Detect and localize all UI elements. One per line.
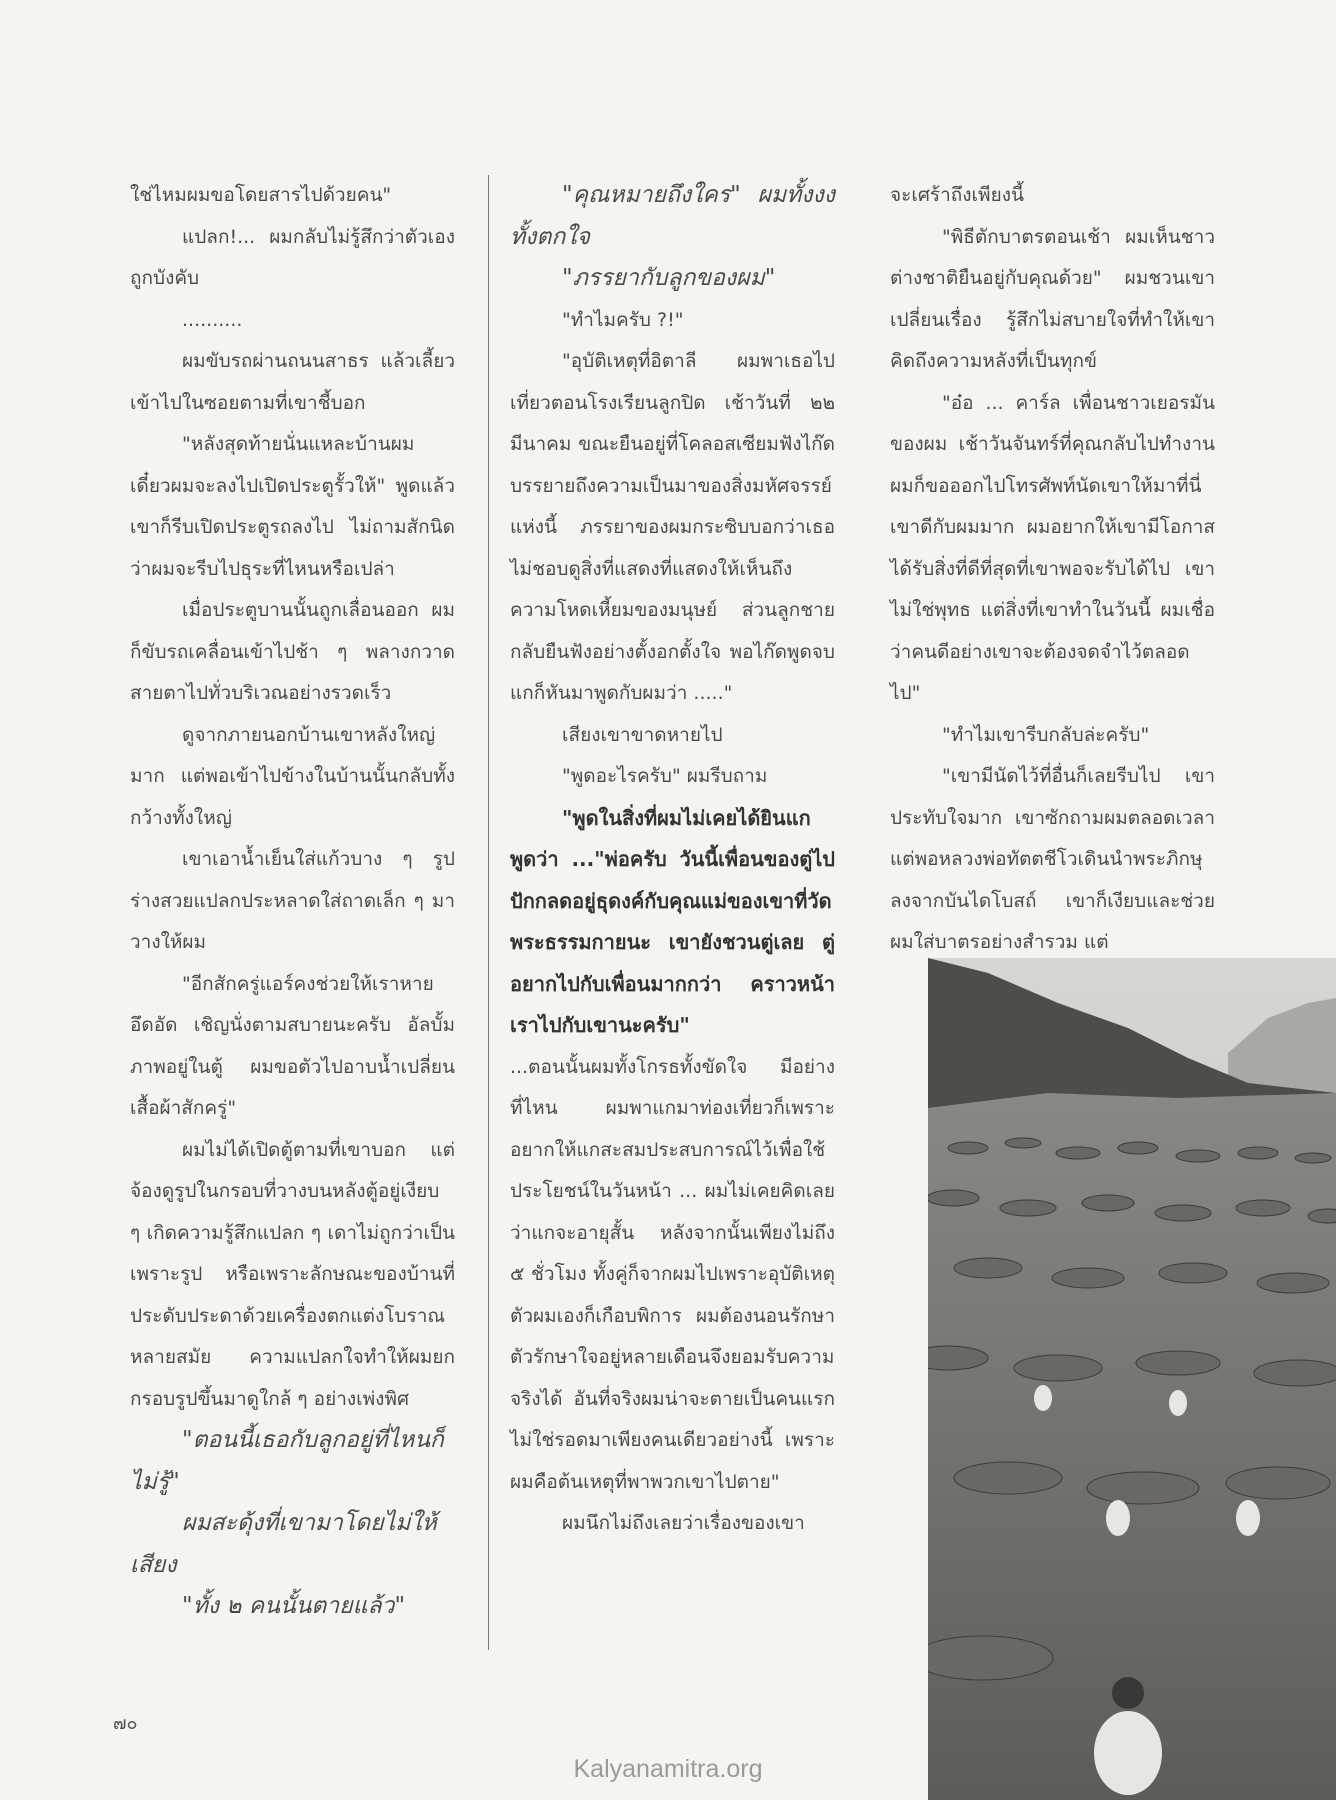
paragraph: เมื่อประตูบานนั้นถูกเลื่อนออก ผมก็ขับรถเคลื่อนเข้าไปช้า ๆ พลางกวาดสายตาไปทั่วบริเวณอย่างรวดเร็ว <box>130 599 455 704</box>
paragraph: แปลก!... ผมกลับไม่รู้สึกว่าตัวเองถูกบังคับ <box>130 225 455 289</box>
paragraph: "พิธีตักบาตรตอนเช้า ผมเห็นชาวต่างชาติยืนอยู่กับคุณด้วย" ผมชวนเขาเปลี่ยนเรื่อง รู้สึกไม่สบายใจที่ทำให้เขาคิดถึงความหลังที่เป็นทุกข์ <box>890 225 1215 372</box>
meditator-head <box>1112 1677 1144 1709</box>
paragraph: เขาเอาน้ำเย็นใส่แก้วบาง ๆ รูปร่างสวยแปลกประหลาดใส่ถาดเล็ก ๆ มาวางให้ผม <box>130 848 455 953</box>
italic-dialogue: "ภรรยากับลูกของผม" <box>562 265 776 291</box>
italic-dialogue: "ตอนนี้เธอกับลูกอยู่ที่ไหนก็ไม่รู้" <box>130 1427 444 1495</box>
paragraph: "ทำไมเขารีบกลับล่ะครับ" <box>942 723 1150 746</box>
footer-watermark: Kalyanamitra.org <box>573 1755 763 1783</box>
column-divider <box>488 175 489 1650</box>
paragraph: จะเศร้าถึงเพียงนี้ <box>890 184 1024 206</box>
paragraph: "ทำไมครับ ?!" <box>562 308 684 331</box>
paragraph: ...ตอนนั้นผมทั้งโกรธทั้งขัดใจ มีอย่างที่ไหน ผมพาแกมาท่องเที่ยวก็เพราะอยากให้แกสะสมประสบการณ์ไว้เพื่อใช้ประโยชน์ในวันหน้า ... ผมไม่เคยคิดเลยว่าแกจะอายุสั้น หลังจากนั้นเพียงไม่ถึง ๕ ชั่วโมง ทั้งคู่ก็จากผมไปเพราะอุบัติเหตุ ตัวผมเองก็เกือบพิการ ผมต้องนอนรักษาตัวรักษาใจอยู่หลายเดือนจึงยอมรับความจริงได้ อันที่จริงผมน่าจะตายเป็นคนแรกไม่ใช่รอดมาเพียงคนเดียวอย่างนี้ เพราะผมคือต้นเหตุที่พาพวกเขาไปตาย" <box>510 1055 835 1493</box>
italic-dialogue: ผมสะดุ้งที่เขามาโดยไม่ให้เสียง <box>130 1510 437 1578</box>
paragraph: เสียงเขาขาดหายไป <box>562 723 723 746</box>
paragraph: "อุบัติเหตุที่อิตาลี ผมพาเธอไปเที่ยวตอนโรงเรียนลูกปิด เช้าวันที่ ๒๒ มีนาคม ขณะยืนอยู่ที่โคลอสเซียมฟังไก๊ดบรรยายถึงความเป็นมาของสิ่งมหัศจรรย์แห่งนี้ ภรรยาของผมกระซิบบอกว่าเธอไม่ชอบดูสิ่งที่แสดงที่แสดงให้เห็นถึงความโหดเหี้ยมของมนุษย์ ส่วนลูกชายกลับยืนฟังอย่างตั้งอกตั้งใจ พอไก๊ดพูดจบแกก็หันมาพูดกับผมว่า ....." <box>510 350 835 704</box>
page-number: ๗๐ <box>113 1713 138 1734</box>
paragraph: ดูจากภายนอกบ้านเขาหลังใหญ่มาก แต่พอเข้าไปข้างในบ้านนั้นกลับทั้งกว้างทั้งใหญ่ <box>130 723 455 829</box>
paragraph: ผมไม่ได้เปิดตู้ตามที่เขาบอก แต่จ้องดูรูปในกรอบที่วางบนหลังตู้อยู่เงียบ ๆ เกิดความรู้สึกแปลก ๆ เดาไม่ถูกว่าเป็นเพราะรูป หรือเพราะลักษณะของบ้านที่ประดับประดาด้วยเครื่องตกแต่งโบราณหลายสมัย ความแปลกใจทำให้ผมยกกรอบรูปขึ้นมาดูใกล้ ๆ อย่างเพ่งพิศ <box>130 1138 455 1410</box>
italic-dialogue: "คุณหมายถึงใคร" ผมทั้งงงทั้งตกใจ <box>510 182 835 250</box>
italic-dialogue: "ทั้ง ๒ คนนั้นตายแล้ว" <box>182 1593 406 1619</box>
paragraph: "พูดอะไรครับ" ผมรีบถาม <box>562 765 768 787</box>
separator-dots: .......... <box>182 308 243 331</box>
text-column-3 <box>890 175 1215 964</box>
paragraph: ใช่ไหมผมขอโดยสารไปด้วยคน" <box>130 184 392 206</box>
paragraph: ผมนึกไม่ถึงเลยว่าเรื่องของเขา <box>562 1512 805 1534</box>
paragraph: "เขามีนัดไว้ที่อื่นก็เลยรีบไป เขาประทับใจมาก เขาซักถามผมตลอดเวลา แต่พอหลวงพ่อทัตตชีโวเดินนำพระภิกษุลงจากบันไดโบสถ์ เขาก็เงียบและช่วยผมใส่บาตรอย่างสำรวม แต่ <box>890 765 1215 953</box>
paragraph: "อ๋อ ... คาร์ล เพื่อนชาวเยอรมันของผม เช้าวันจันทร์ที่คุณกลับไปทำงาน ผมก็ขอออกไปโทรศัพท์นัดเขาให้มาที่นี่ เขาดีกับผมมาก ผมอยากให้เขามีโอกาสได้รับสิ่งที่ดีที่สุดที่เขาพอจะรับได้ไป เขาไม่ใช่พุทธ แต่สิ่งที่เขาทำในวันนี้ ผมเชื่อว่าคนดีอย่างเขาจะต้องจดจำไว้ตลอดไป" <box>890 391 1215 704</box>
text-column-2 <box>510 175 835 1545</box>
bold-quote: "พูดในสิ่งที่ผมไม่เคยได้ยินแกพูดว่า ..."พ่อครับ วันนี้เพื่อนของตู่ไปปักกลดอยู่ธุดงค์กับคุณแม่ของเขาที่วัดพระธรรมกายนะ เขายังชวนตู่เลย ตู่อยากไปกับเพื่อนมากกว่า คราวหน้าเราไปกับเขานะครับ" <box>510 805 835 1037</box>
text-column-1 <box>130 175 455 1628</box>
paragraph: ผมขับรถผ่านถนนสาธร แล้วเลี้ยวเข้าไปในซอยตามที่เขาชี้บอก <box>130 350 455 414</box>
meditation-field-photo <box>928 958 1336 1800</box>
paragraph: "อีกสักครู่แอร์คงช่วยให้เราหายอึดอัด เชิญนั่งตามสบายนะครับ อัลบั้มภาพอยู่ในตู้ ผมขอตัวไปอาบน้ำเปลี่ยนเสื้อผ้าสักครู่" <box>130 972 455 1119</box>
paragraph: "หลังสุดท้ายนั่นแหละบ้านผม เดี๋ยวผมจะลงไปเปิดประตูรั้วให้" พูดแล้วเขาก็รีบเปิดประตูรถลงไป ไม่ถามสักนิดว่าผมจะรีบไปธุระที่ไหนหรือเปล่า <box>130 433 455 580</box>
